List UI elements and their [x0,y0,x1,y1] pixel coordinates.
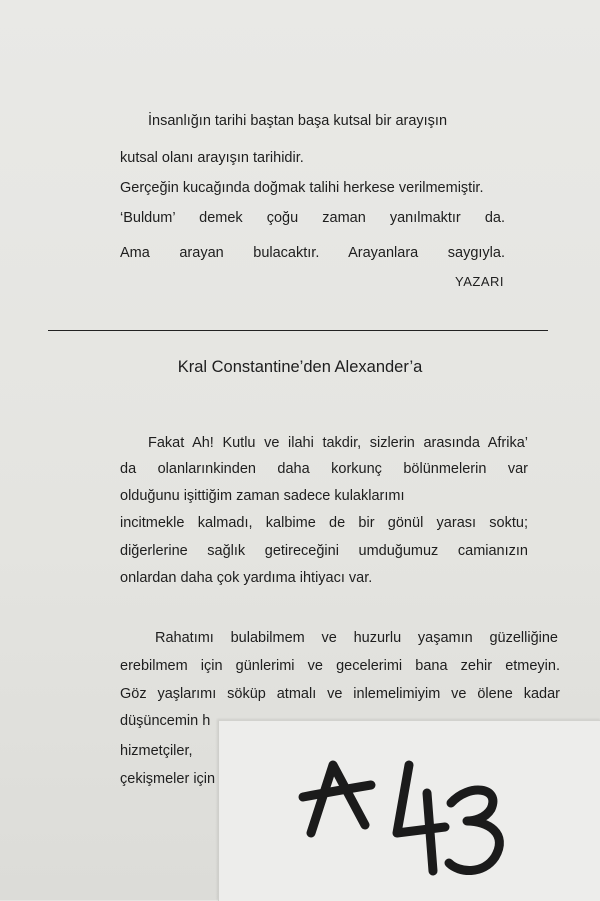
epigraph-line-2: kutsal olanı arayışın tarihidir. [120,150,304,166]
paragraph1-line-2: da olanlarınkinden daha korkunç bölünmelerin var [120,461,528,477]
paragraph2-line-6: çekişmeler için [120,771,216,787]
epigraph-line-5: Ama arayan bulacaktır. Arayanlara saygıyla. [120,245,505,261]
section-title: Kral Constantine’den Alexander’a [177,358,423,376]
paragraph2-line-1: Rahatımı bulabilmem ve huzurlu yaşamın güzelliğine [155,630,558,646]
epigraph-line-1: İnsanlığın tarihi baştan başa kutsal bir arayışın [148,113,448,129]
paragraph1-line-3: olduğunu işittiğim zaman sadece kulaklarımı [120,488,405,504]
paragraph1-line-6: onlardan daha çok yardıma ihtiyacı var. [120,570,373,586]
handwritten-label-a43-icon [219,721,600,901]
paragraph1-line-1: Fakat Ah! Kutlu ve ilahi takdir, sizlerin arasında Afrika’ [148,435,528,451]
epigraph-line-4: ‘Buldum’ demek çoğu zaman yanılmaktır da. [120,210,505,226]
paragraph2-line-4: düşüncemin h [120,713,211,729]
paragraph2-line-3: Göz yaşlarımı söküp atmalı ve inlemelimiyim ve ölene kadar [120,686,560,702]
paragraph1-line-4: incitmekle kalmadı, kalbime de bir gönül yarası soktu; [120,515,528,531]
paragraph1-line-5: diğerlerine sağlık getireceğini umduğumuz camianızın [120,543,528,559]
paragraph2-line-5: hizmetçiler, [120,743,193,759]
epigraph-line-3: Gerçeğin kucağında doğmak talihi herkese verilmemiştir. [120,180,484,196]
label-sticker [218,720,600,901]
paragraph2-line-2: erebilmem için günlerimi ve gecelerimi bana zehir etmeyin. [120,658,560,674]
epigraph-author: YAZARI [455,274,504,289]
section-divider [48,330,548,331]
